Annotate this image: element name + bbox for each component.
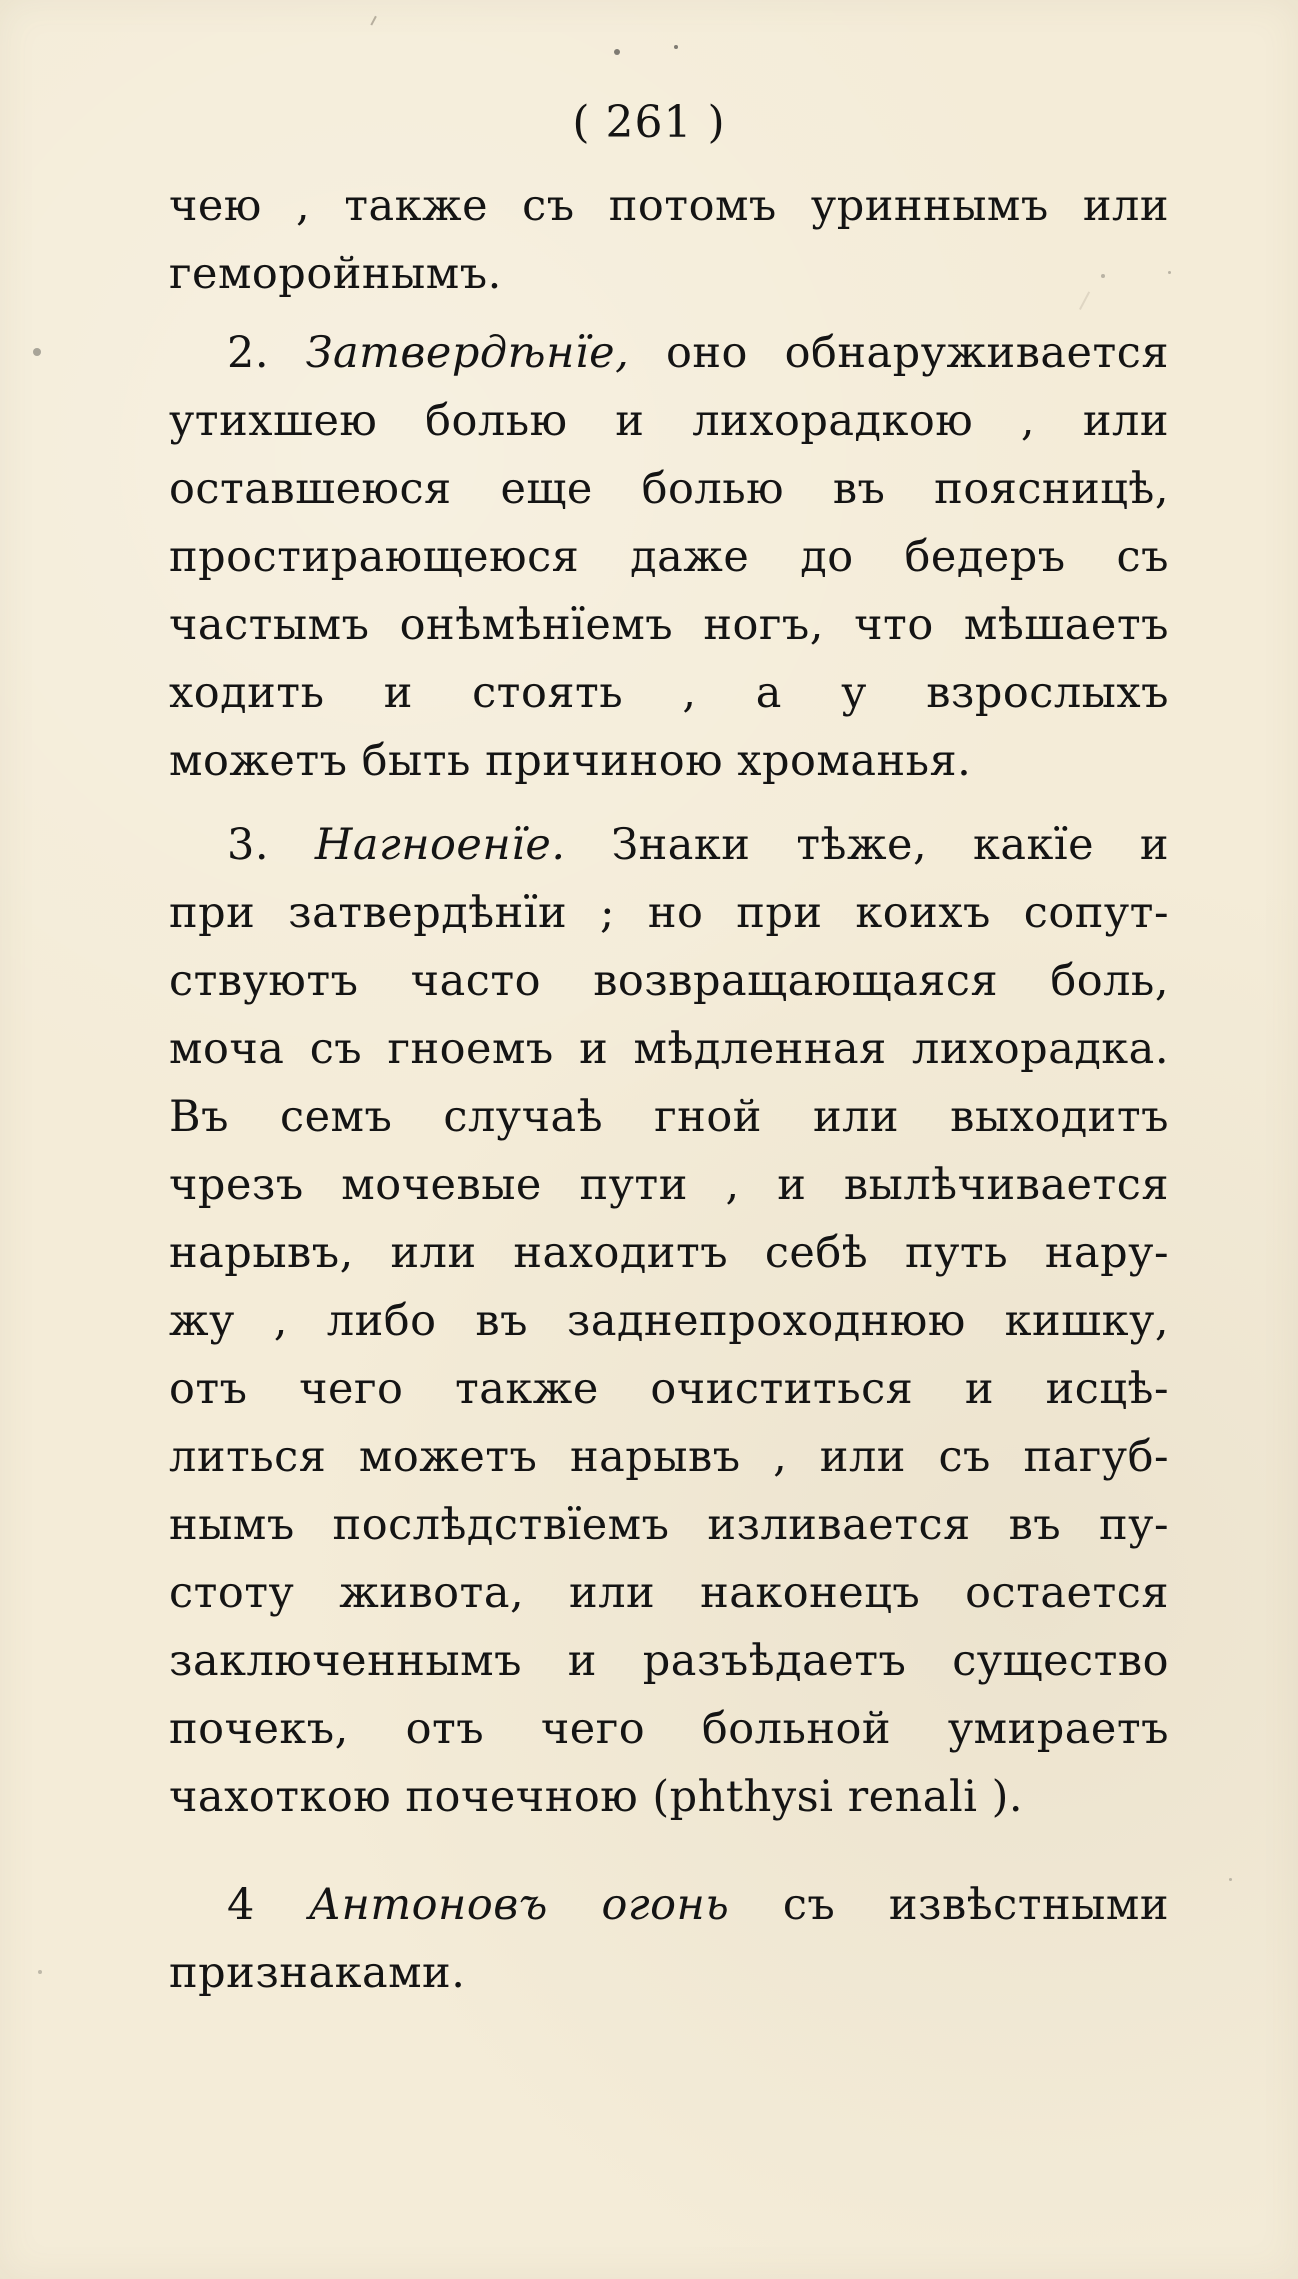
- text-line: простирающеюся даже до бедеръ съ: [169, 532, 1169, 582]
- paragraph-term: Затвердѣнїе,: [305, 328, 630, 378]
- text-line: чею , также съ потомъ уриннымъ или: [169, 181, 1169, 231]
- page-header: [0, 97, 1298, 148]
- text-line: нымъ послѣдствїемъ изливается въ пу-: [169, 1500, 1169, 1550]
- text-line: можетъ быть причиною хроманья.: [169, 736, 972, 786]
- text-line: частымъ онѣмѣнїемъ ногъ, что мѣшаетъ: [169, 600, 1169, 650]
- paragraph-term: Антоновъ огонь: [308, 1880, 730, 1930]
- text-line: ходить и стоять , а у взрослыхъ: [169, 668, 1169, 718]
- text-line: нарывъ, или находитъ себѣ путь нару-: [169, 1228, 1169, 1278]
- text-line: при затвердѣнїи ; но при коихъ сопут-: [169, 888, 1169, 938]
- text-line: [169, 319, 1169, 387]
- page-number: ( 261 ): [572, 97, 726, 148]
- paragraph-number: 2.: [227, 328, 306, 378]
- paragraph-term: Нагноенїе.: [314, 820, 566, 870]
- paragraph-text: Знаки тѣже, какїе и: [611, 820, 1169, 870]
- text-line: геморойнымъ.: [169, 249, 502, 299]
- text-line: утихшею болью и лихорадкою , или: [169, 396, 1169, 446]
- text-line: заключеннымъ и разъѣдаетъ существо: [169, 1636, 1169, 1686]
- paragraph-number: 4: [227, 1880, 309, 1930]
- paper-mark: [370, 16, 385, 30]
- text-line: признаками.: [169, 1948, 466, 1998]
- paragraph-1: [169, 172, 1169, 308]
- paragraph-number: 3.: [227, 820, 315, 870]
- text-line: чахоткою почечною (phthysi renali ).: [169, 1772, 1024, 1822]
- paragraph-text: оно обнаруживается: [665, 328, 1169, 378]
- ink-dot: [38, 1970, 42, 1974]
- paragraph-text: съ извѣстными: [782, 1880, 1169, 1930]
- paragraph-4: [169, 1871, 1169, 2007]
- text-line: [169, 811, 1169, 879]
- ink-dot: [614, 49, 620, 55]
- text-line: жу , либо въ заднепроходнюю кишку,: [169, 1296, 1169, 1346]
- paragraph-2: [169, 319, 1169, 795]
- text-line: Въ семъ случаѣ гной или выходитъ: [169, 1092, 1169, 1142]
- text-line: чрезъ мочевые пути , и вылѣчивается: [169, 1160, 1169, 1210]
- text-line: моча съ гноемъ и мѣдленная лихорадка.: [169, 1024, 1169, 1074]
- ink-dot: [1229, 1878, 1232, 1881]
- text-line: ствуютъ часто возвращающаяся боль,: [169, 956, 1169, 1006]
- text-line: отъ чего также очиститься и исцѣ-: [169, 1364, 1169, 1414]
- paragraph-3: [169, 811, 1169, 1831]
- text-line: почекъ, отъ чего больной умираетъ: [169, 1704, 1169, 1754]
- ink-dot: [674, 45, 678, 49]
- text-line: [169, 1871, 1169, 1939]
- ink-dot: [33, 348, 41, 356]
- text-line: оставшеюся еще болью въ поясницѣ,: [169, 464, 1169, 514]
- text-line: стоту живота, или наконецъ остается: [169, 1568, 1169, 1618]
- text-line: литься можетъ нарывъ , или съ пагуб-: [169, 1432, 1169, 1482]
